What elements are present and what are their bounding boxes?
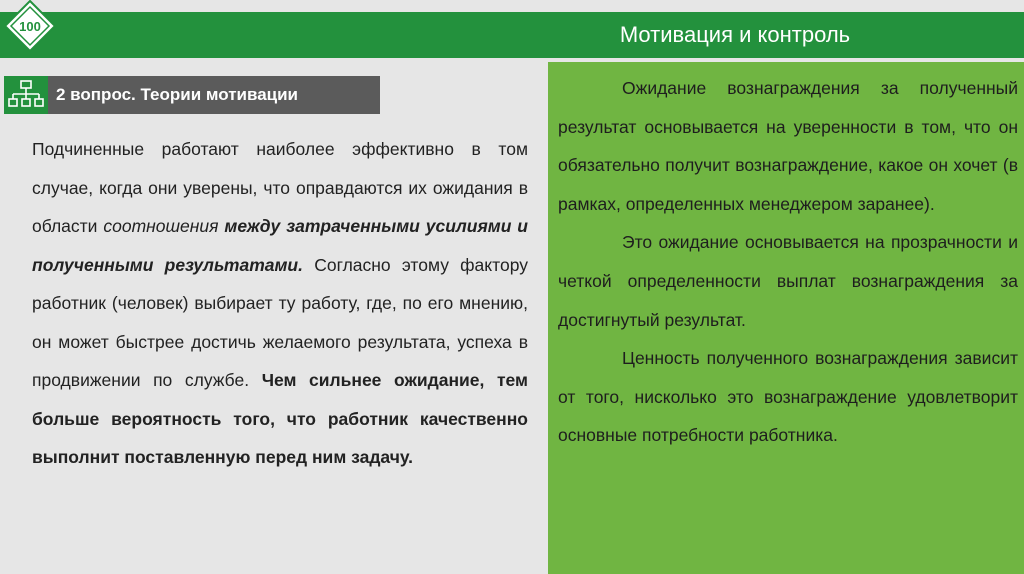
logo-diamond-icon <box>4 0 56 52</box>
right-paragraph: Это ожидание основывается на прозрачности и четкой определенности выплат вознаграждения за достигнутый результат. <box>558 232 1018 330</box>
right-paragraph: Ожидание вознаграждения за полученный результат основывается на уверенности в том, что он обязательно получит вознаграждение, какое он хочет (в рамках, определенных менеджером заранее). <box>558 78 1018 214</box>
left-text-bold: Чем сильнее ожидание, тем больше вероятность того, что работник качественно выполнит поставленную перед ним задачу. <box>32 370 528 467</box>
org-chart-icon <box>4 76 48 114</box>
left-text-bold-italic: между затраченными усилиями и полученными результатами. <box>32 216 528 275</box>
top-strip <box>0 0 1024 12</box>
right-text-block <box>558 69 1018 455</box>
page-title: Мотивация и контроль <box>619 22 851 47</box>
left-text-part1: Подчиненные работают наиболее эффективно в том случае, когда они уверены, что оправдаются их ожидания в области <box>32 139 528 236</box>
section-heading <box>4 76 380 114</box>
left-text-part2: Согласно этому фактору работник (человек) выбирает ту работу, где, по его мнению, он может быстрее достичь желаемого результата, успеха в продвижении по службе. <box>32 254 528 390</box>
logo-text: 100 <box>19 19 41 34</box>
left-text-italic: соотношения <box>103 216 219 236</box>
section-heading-text: 2 вопрос. Теории мотивации <box>56 85 299 104</box>
right-panel <box>548 62 1024 574</box>
right-paragraph: Ценность полученного вознаграждения зависит от того, нисколько это вознаграждение удовлетворит основные потребности работника. <box>558 348 1018 446</box>
section-icon-box <box>4 76 48 114</box>
left-text-block <box>32 130 528 477</box>
